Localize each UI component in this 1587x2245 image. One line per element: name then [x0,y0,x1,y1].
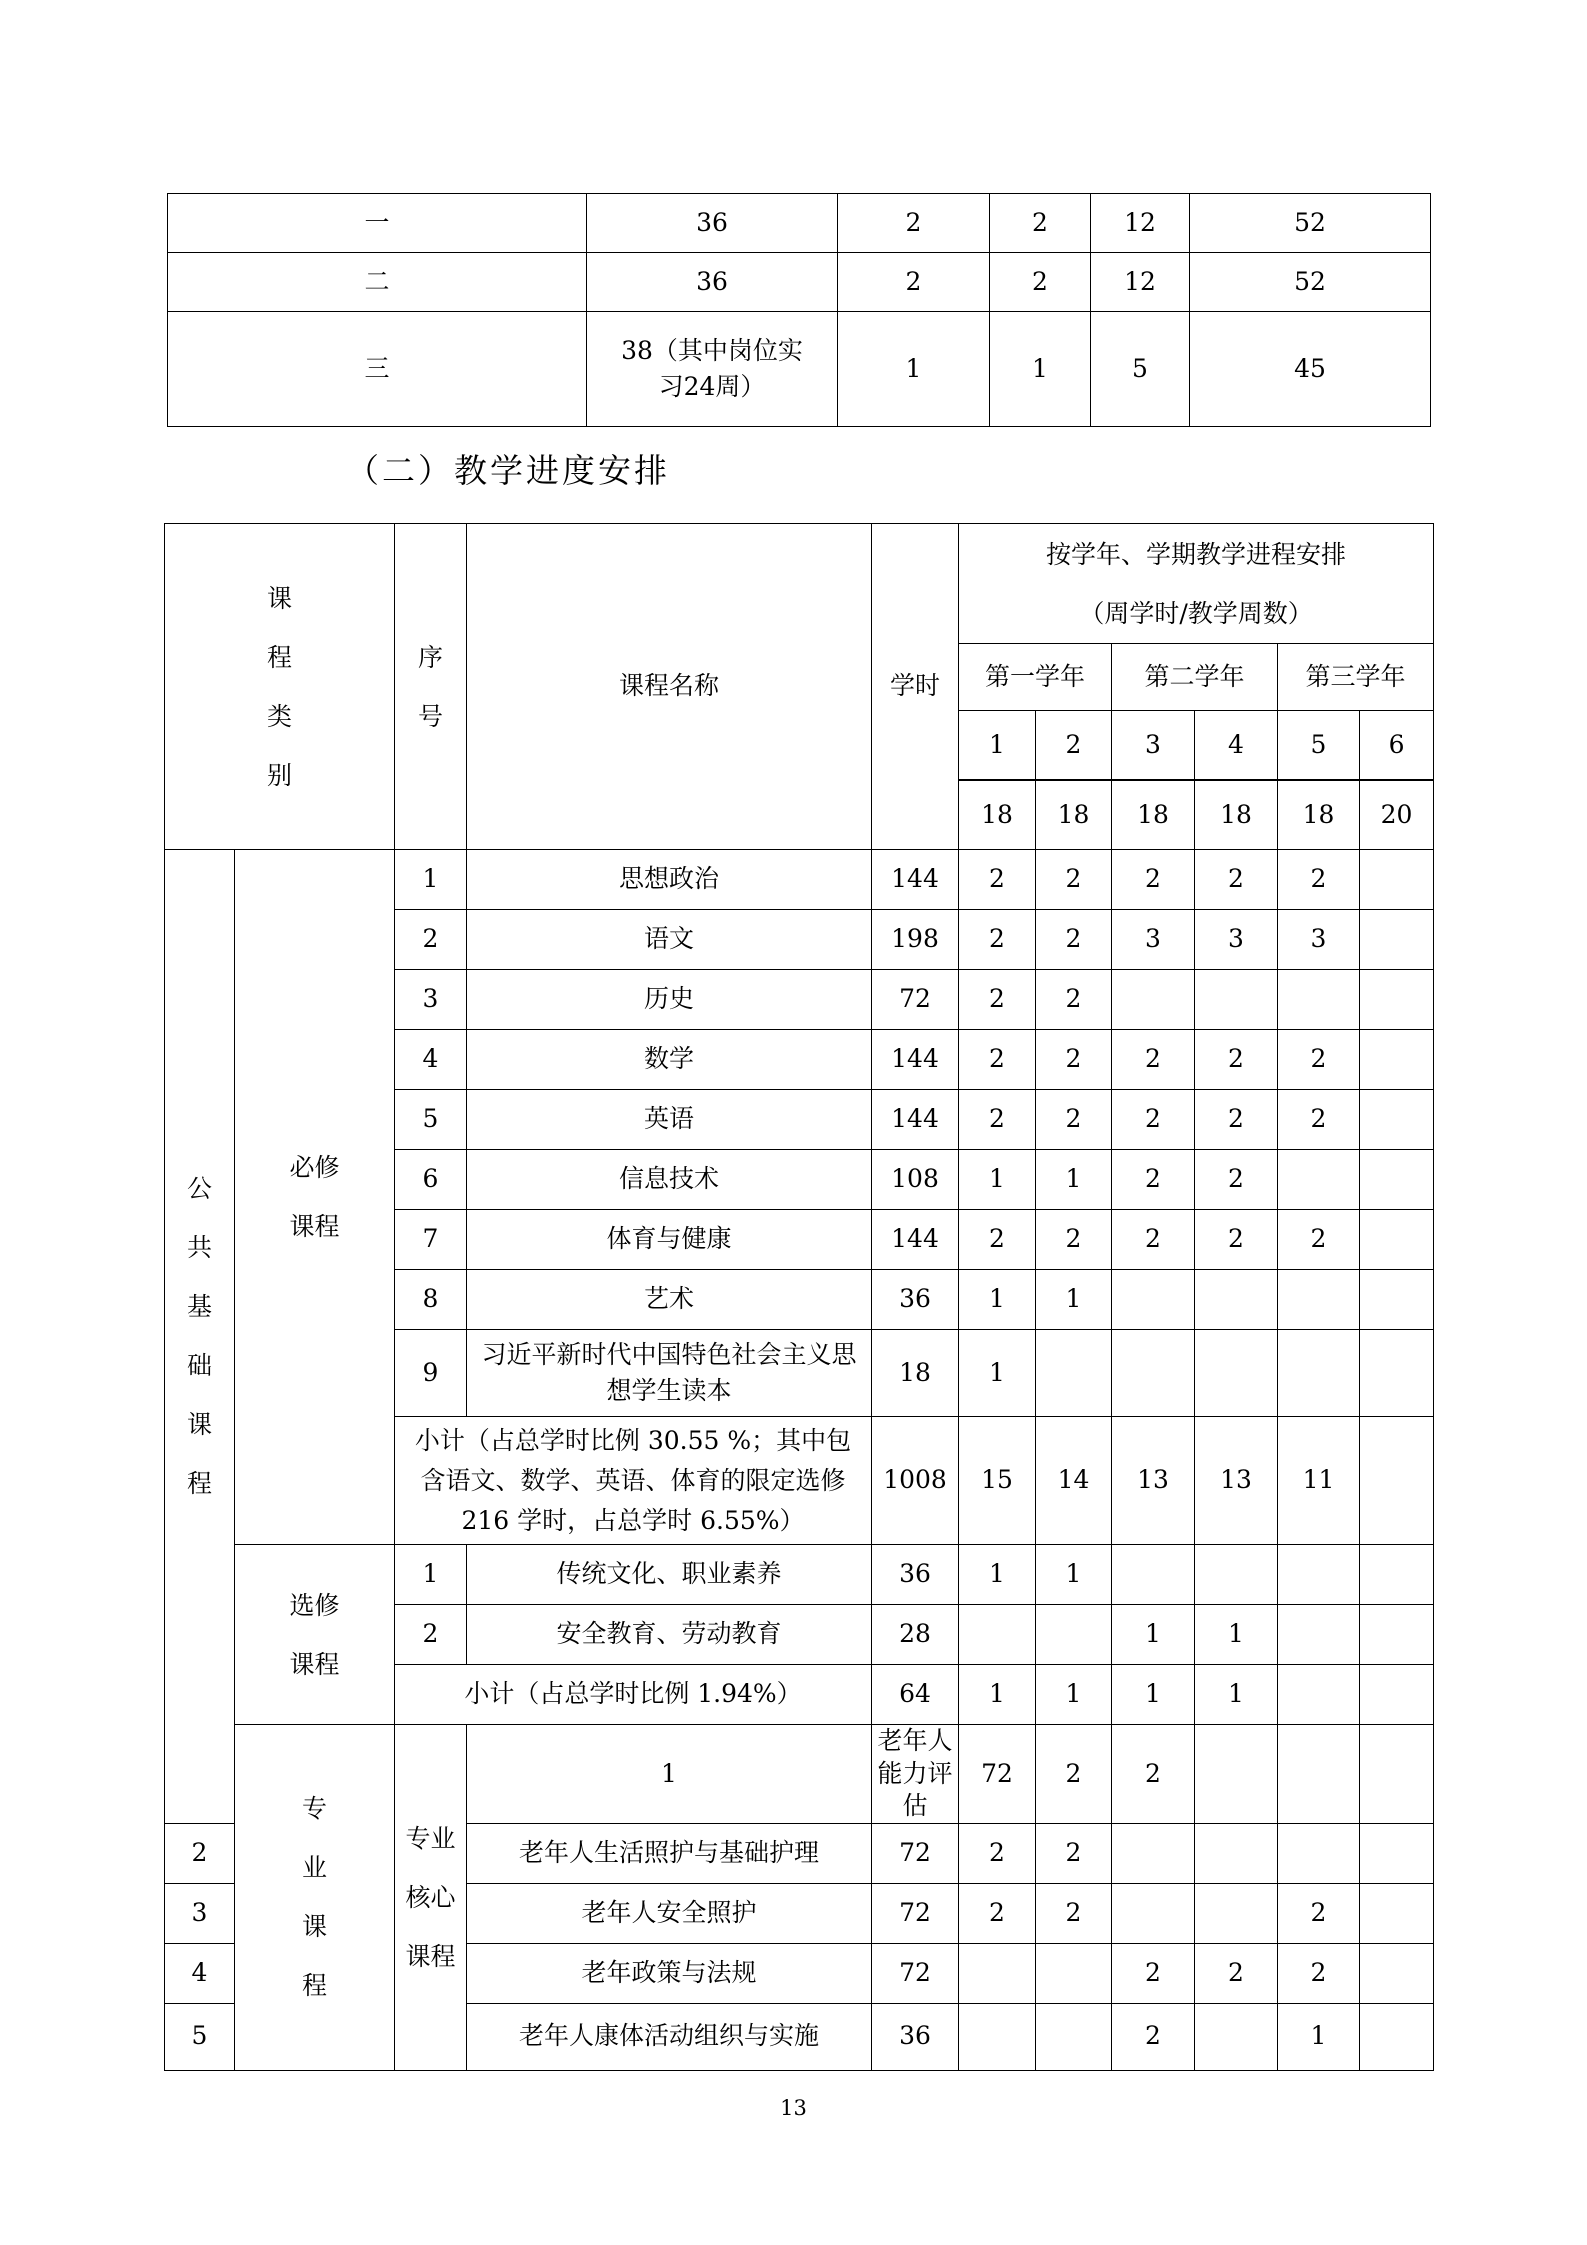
semester-hours-cell [1195,1270,1278,1330]
semester-hours-cell: 2 [1036,970,1112,1030]
header-weeks: 18 [1195,781,1278,850]
top-value-cell: 2 [838,253,990,312]
header-year-1: 第一学年 [959,644,1112,711]
sub-core-text: 专业核心课程 [405,1823,456,1971]
semester-hours-cell: 2 [1278,1883,1360,1943]
sub-elective [235,1545,395,1725]
semester-hours-cell: 2 [1036,850,1112,910]
header-hours: 学时 [872,524,959,850]
header-weeks: 18 [959,781,1036,850]
semester-hours-cell: 13 [1195,1417,1278,1545]
course-hours-cell: 108 [872,1150,959,1210]
semester-hours-cell: 1 [1112,1605,1195,1665]
semester-hours-cell [1278,1545,1360,1605]
semester-hours-cell: 2 [959,970,1036,1030]
course-no-cell: 9 [395,1330,467,1417]
semester-hours-cell [1278,1725,1360,1824]
semester-hours-cell: 2 [1195,1943,1278,2003]
course-no-cell: 4 [395,1030,467,1090]
semester-hours-cell [1360,1725,1434,1824]
semester-hours-cell [1360,850,1434,910]
semester-hours-cell: 2 [959,850,1036,910]
course-hours-cell: 72 [872,970,959,1030]
course-hours-cell: 72 [872,1943,959,2003]
top-value-cell: 12 [1091,194,1190,253]
semester-hours-cell: 2 [1278,1090,1360,1150]
top-weeks-cell: 38（其中岗位实习24周） [587,312,838,427]
course-name-cell: 传统文化、职业素养 [467,1545,872,1605]
semester-hours-cell: 2 [1278,1943,1360,2003]
course-hours-cell: 36 [872,2003,959,2070]
semester-hours-cell: 2 [1278,1210,1360,1270]
course-hours-cell: 198 [872,910,959,970]
semester-hours-cell [959,2003,1036,2070]
semester-hours-cell: 2 [1195,1150,1278,1210]
semester-hours-cell [1036,1605,1112,1665]
semester-hours-cell [1112,1330,1195,1417]
semester-hours-cell [1112,1883,1195,1943]
header-weeks: 18 [1112,781,1195,850]
semester-hours-cell [1278,1270,1360,1330]
semester-hours-cell [1360,1417,1434,1545]
semester-hours-cell [1360,1330,1434,1417]
semester-hours-cell: 2 [1112,1030,1195,1090]
semester-hours-cell: 1 [1278,2003,1360,2070]
semester-hours-cell: 2 [959,1090,1036,1150]
group-professional-text: 专业课程 [301,1794,327,2001]
top-value-cell: 52 [1190,194,1431,253]
semester-hours-cell [1360,1605,1434,1665]
semester-hours-cell [1360,1883,1434,1943]
subtotal-hours-cell: 64 [872,1665,959,1725]
semester-hours-cell: 2 [1036,910,1112,970]
section-heading: （二）教学进度安排 [346,451,670,490]
header-arrangement-line2: （周学时/教学周数） [1079,598,1313,628]
semester-hours-cell [959,1943,1036,2003]
sub-core [395,1725,467,2071]
semester-hours-cell [1360,1090,1434,1150]
course-hours-cell: 36 [872,1270,959,1330]
header-category: 课程类别 [165,524,395,850]
sub-required-text: 必修课程 [289,1153,340,1241]
subtotal-label-cell: 小计（占总学时比例 30.55 %；其中包含语文、数学、英语、体育的限定选修 216 学时，占总学时 6.55%） [395,1417,872,1545]
semester-hours-cell: 2 [1112,850,1195,910]
top-value-cell: 12 [1091,253,1190,312]
semester-hours-cell [1195,970,1278,1030]
course-hours-cell: 144 [872,1030,959,1090]
top-value-cell: 45 [1190,312,1431,427]
course-no-cell: 1 [395,1545,467,1605]
header-semester: 3 [1112,711,1195,780]
semester-hours-cell: 3 [1195,910,1278,970]
semester-hours-cell [1195,1330,1278,1417]
semester-hours-cell [1360,2003,1434,2070]
semester-hours-cell: 3 [1278,910,1360,970]
semester-hours-cell [1036,1330,1112,1417]
course-no-cell: 1 [467,1725,872,1824]
semester-hours-cell: 1 [959,1330,1036,1417]
group-public-basic [165,850,235,1824]
header-semester: 1 [959,711,1036,780]
semester-hours-cell: 2 [959,910,1036,970]
semester-hours-cell [1278,1330,1360,1417]
semester-hours-cell [1036,1943,1112,2003]
semester-hours-cell: 2 [959,1883,1036,1943]
table-row [165,850,1434,910]
course-hours-cell: 144 [872,850,959,910]
semester-hours-cell [1195,2003,1278,2070]
course-no-cell: 7 [395,1210,467,1270]
semester-hours-cell [1360,1270,1434,1330]
top-value-cell: 5 [1091,312,1190,427]
semester-hours-cell: 15 [959,1417,1036,1545]
header-semester: 6 [1360,711,1434,780]
semester-hours-cell: 2 [1112,1210,1195,1270]
semester-hours-cell: 2 [1278,850,1360,910]
semester-hours-cell [1195,1725,1278,1824]
course-hours-cell: 144 [872,1090,959,1150]
semester-hours-cell: 1 [1195,1605,1278,1665]
course-no-cell: 5 [395,1090,467,1150]
course-no-cell: 1 [395,850,467,910]
semester-hours-cell: 2 [1112,1090,1195,1150]
course-hours-cell: 28 [872,1605,959,1665]
top-table [167,193,1431,427]
course-name-cell: 思想政治 [467,850,872,910]
semester-hours-cell [1112,1823,1195,1883]
header-arrangement [959,524,1434,644]
semester-hours-cell: 1 [1195,1665,1278,1725]
header-weeks: 20 [1360,781,1434,850]
semester-hours-cell: 2 [959,1030,1036,1090]
semester-hours-cell: 2 [1278,1030,1360,1090]
semester-hours-cell: 1 [1036,1545,1112,1605]
course-name-cell: 安全教育、劳动教育 [467,1605,872,1665]
sub-elective-text: 选修课程 [289,1590,340,1679]
semester-hours-cell: 1 [959,1270,1036,1330]
group-public-basic-text: 公共基础课程 [186,1174,212,1499]
semester-hours-cell [1360,1823,1434,1883]
top-table-row [168,312,1431,427]
semester-hours-cell [1036,2003,1112,2070]
schedule-table [164,523,1434,2071]
semester-hours-cell: 2 [1036,1030,1112,1090]
header-year-3: 第三学年 [1278,644,1434,711]
semester-hours-cell: 2 [1112,1150,1195,1210]
page-number: 13 [780,2096,807,2120]
course-no-cell: 2 [395,910,467,970]
course-hours-cell: 144 [872,1210,959,1270]
semester-hours-cell [1112,1545,1195,1605]
course-no-cell: 2 [395,1605,467,1665]
header-year-2: 第二学年 [1112,644,1278,711]
semester-hours-cell: 1 [959,1545,1036,1605]
top-table-row [168,253,1431,312]
semester-hours-cell [1360,1210,1434,1270]
course-name-cell: 老年人安全照护 [467,1883,872,1943]
course-name-cell: 历史 [467,970,872,1030]
course-name-cell: 老年政策与法规 [467,1943,872,2003]
course-name-cell: 信息技术 [467,1150,872,1210]
semester-hours-cell [959,1605,1036,1665]
semester-hours-cell [1278,1605,1360,1665]
course-hours-cell: 36 [872,1545,959,1605]
semester-hours-cell: 1 [1112,1665,1195,1725]
top-year-cell: 三 [168,312,587,427]
semester-hours-cell: 2 [1036,1883,1112,1943]
course-no-cell: 4 [165,1943,235,2003]
course-name-cell: 老年人生活照护与基础护理 [467,1823,872,1883]
course-name-cell: 语文 [467,910,872,970]
course-name-cell: 体育与健康 [467,1210,872,1270]
semester-hours-cell: 1 [959,1665,1036,1725]
semester-hours-cell [1360,1943,1434,2003]
header-weeks: 18 [1278,781,1360,850]
top-value-cell: 52 [1190,253,1431,312]
semester-hours-cell: 2 [959,1210,1036,1270]
semester-hours-cell: 2 [1195,1210,1278,1270]
semester-hours-cell [1360,1030,1434,1090]
semester-hours-cell [1278,1823,1360,1883]
course-hours-cell: 72 [959,1725,1036,1824]
semester-hours-cell: 2 [1036,1725,1112,1824]
header-semester: 4 [1195,711,1278,780]
top-value-cell: 1 [990,312,1091,427]
semester-hours-cell [1195,1883,1278,1943]
semester-hours-cell [1278,1150,1360,1210]
top-weeks-cell: 36 [587,194,838,253]
sub-required [235,850,395,1545]
top-year-cell: 二 [168,253,587,312]
top-value-cell: 1 [838,312,990,427]
semester-hours-cell [1360,1150,1434,1210]
semester-hours-cell: 2 [1112,1943,1195,2003]
semester-hours-cell: 1 [959,1150,1036,1210]
top-value-cell: 2 [990,194,1091,253]
course-no-cell: 8 [395,1270,467,1330]
semester-hours-cell: 1 [1036,1665,1112,1725]
course-no-cell: 6 [395,1150,467,1210]
top-value-cell: 2 [990,253,1091,312]
subtotal-label-cell: 小计（占总学时比例 1.94%） [395,1665,872,1725]
course-name-cell: 习近平新时代中国特色社会主义思想学生读本 [467,1330,872,1417]
header-semester: 5 [1278,711,1360,780]
header-seq: 序号 [395,524,467,850]
course-name-cell: 数学 [467,1030,872,1090]
top-value-cell: 2 [838,194,990,253]
course-no-cell: 5 [165,2003,235,2070]
semester-hours-cell: 2 [1036,1823,1112,1883]
semester-hours-cell [1360,1545,1434,1605]
header-weeks: 18 [1036,781,1112,850]
header-arrangement-line1: 按学年、学期教学进程安排 [1046,539,1347,569]
header-course-name: 课程名称 [467,524,872,850]
semester-hours-cell [1195,1545,1278,1605]
semester-hours-cell: 2 [1195,1030,1278,1090]
group-professional [235,1725,395,2071]
course-no-cell: 3 [395,970,467,1030]
header-semester: 2 [1036,711,1112,780]
semester-hours-cell: 2 [1195,850,1278,910]
course-no-cell: 3 [165,1883,235,1943]
semester-hours-cell [1195,1823,1278,1883]
semester-hours-cell: 1 [1036,1150,1112,1210]
course-hours-cell: 18 [872,1330,959,1417]
semester-hours-cell: 2 [1036,1090,1112,1150]
semester-hours-cell [1278,1665,1360,1725]
semester-hours-cell: 1 [1036,1270,1112,1330]
course-name-cell: 老年人康体活动组织与实施 [467,2003,872,2070]
semester-hours-cell: 2 [1112,1725,1195,1824]
top-table-row [168,194,1431,253]
semester-hours-cell: 2 [1036,1210,1112,1270]
semester-hours-cell: 14 [1036,1417,1112,1545]
course-name-cell: 英语 [467,1090,872,1150]
semester-hours-cell [1360,910,1434,970]
semester-hours-cell [1360,970,1434,1030]
semester-hours-cell: 3 [1112,910,1195,970]
semester-hours-cell: 11 [1278,1417,1360,1545]
semester-hours-cell [1112,970,1195,1030]
course-hours-cell: 72 [872,1823,959,1883]
top-year-cell: 一 [168,194,587,253]
course-name-cell: 艺术 [467,1270,872,1330]
table-row [165,1725,1434,1824]
course-name-cell: 老年人能力评估 [872,1725,959,1824]
semester-hours-cell: 2 [1195,1090,1278,1150]
semester-hours-cell: 13 [1112,1417,1195,1545]
course-hours-cell: 72 [872,1883,959,1943]
semester-hours-cell [1278,970,1360,1030]
course-no-cell: 2 [165,1823,235,1883]
semester-hours-cell: 2 [959,1823,1036,1883]
semester-hours-cell [1360,1665,1434,1725]
semester-hours-cell [1112,1270,1195,1330]
subtotal-hours-cell: 1008 [872,1417,959,1545]
semester-hours-cell: 2 [1112,2003,1195,2070]
top-weeks-cell: 36 [587,253,838,312]
table-row [165,1545,1434,1605]
